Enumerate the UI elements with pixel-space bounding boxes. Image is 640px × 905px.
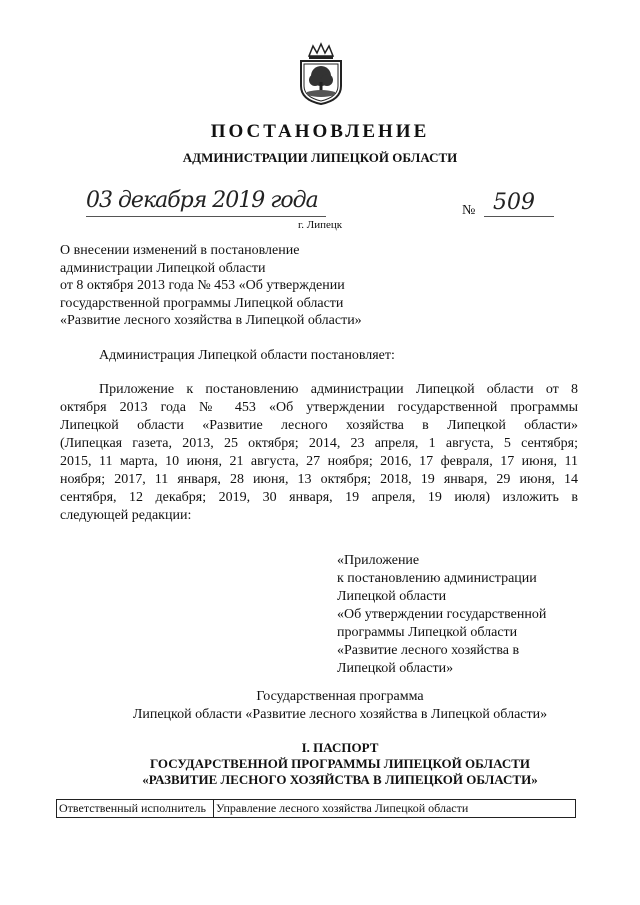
- body-line: Приложение к постановлению администрации Липецкой области от 8: [99, 382, 578, 397]
- subject-line: от 8 октября 2013 года № 453 «Об утверждении: [60, 278, 345, 293]
- document-subtitle: АДМИНИСТРАЦИИ ЛИПЕЦКОЙ ОБЛАСТИ: [182, 150, 458, 165]
- subject-block: [60, 242, 362, 330]
- subject-line: О внесении изменений в постановление: [60, 243, 300, 258]
- subject-line: государственной программы Липецкой области: [60, 295, 344, 311]
- program-title-line: Государственная программа: [256, 689, 424, 704]
- appendix-line: «Развитие лесного хозяйства в: [337, 643, 520, 658]
- body-line: следующей редакции:: [60, 508, 192, 523]
- passport-title-line: «РАЗВИТИЕ ЛЕСНОГО ХОЗЯЙСТВА В ЛИПЕЦКОЙ ОБЛАСТИ»: [142, 772, 538, 787]
- handwritten-date: 03 декабря 2019 года: [86, 188, 318, 213]
- appendix-line: «Об утверждении государственной: [337, 607, 547, 622]
- program-title-line: Липецкой области «Развитие лесного хозяйства в Липецкой области»: [132, 707, 548, 722]
- table-cell-label: Ответственный исполнитель: [57, 800, 214, 818]
- appendix-line: Липецкой области»: [337, 661, 454, 676]
- appendix-line: «Приложение: [337, 553, 420, 568]
- body-line: ноября; 2017, 11 января, 28 июня, 13 октября; 2018, 19 января, 29 июня, 14: [60, 472, 578, 487]
- decree-statement: Администрация Липецкой области постановляет:: [99, 348, 395, 363]
- body-line: 2015, 11 марта, 10 июня, 21 августа, 27 ноября; 2016, 17 февраля, 17 июня, 11: [60, 454, 578, 469]
- body-paragraph: [60, 381, 578, 525]
- appendix-line: Липецкой области: [337, 589, 447, 604]
- table-row: [57, 800, 576, 818]
- table-cell-value: Управление лесного хозяйства Липецкой области: [214, 800, 576, 818]
- city-label: г. Липецк: [298, 219, 343, 231]
- subject-line: администрации Липецкой области: [60, 260, 266, 276]
- program-title: [0, 688, 640, 724]
- body-line: октября 2013 года № 453 «Об утверждении государственной программы: [60, 400, 578, 415]
- number-label: №: [462, 203, 476, 218]
- body-line: сентября, 12 декабря; 2019, 30 января, 19 апреля, 19 июля) изложить в: [60, 490, 578, 505]
- handwritten-number: 509: [493, 190, 535, 215]
- coat-of-arms-icon: [291, 42, 351, 106]
- appendix-line: программы Липецкой области: [337, 625, 518, 640]
- document-title: ПОСТАНОВЛЕНИЕ: [210, 121, 430, 142]
- appendix-header: [337, 552, 546, 678]
- number-underline: [484, 216, 554, 217]
- date-underline: [86, 216, 326, 217]
- body-line: Липецкой области «Развитие лесного хозяйства в Липецкой области»: [60, 418, 578, 433]
- passport-title: [0, 740, 640, 788]
- body-line: (Липецкая газета, 2013, 25 октября; 2014, 23 апреля, 1 августа, 5 сентября;: [60, 436, 578, 451]
- subject-line: «Развитие лесного хозяйства в Липецкой области»: [60, 313, 362, 328]
- passport-title-line: I. ПАСПОРТ: [301, 740, 379, 755]
- passport-title-line: ГОСУДАРСТВЕННОЙ ПРОГРАММЫ ЛИПЕЦКОЙ ОБЛАСТИ: [149, 756, 531, 771]
- appendix-line: к постановлению администрации: [337, 571, 537, 586]
- passport-table: [56, 799, 576, 818]
